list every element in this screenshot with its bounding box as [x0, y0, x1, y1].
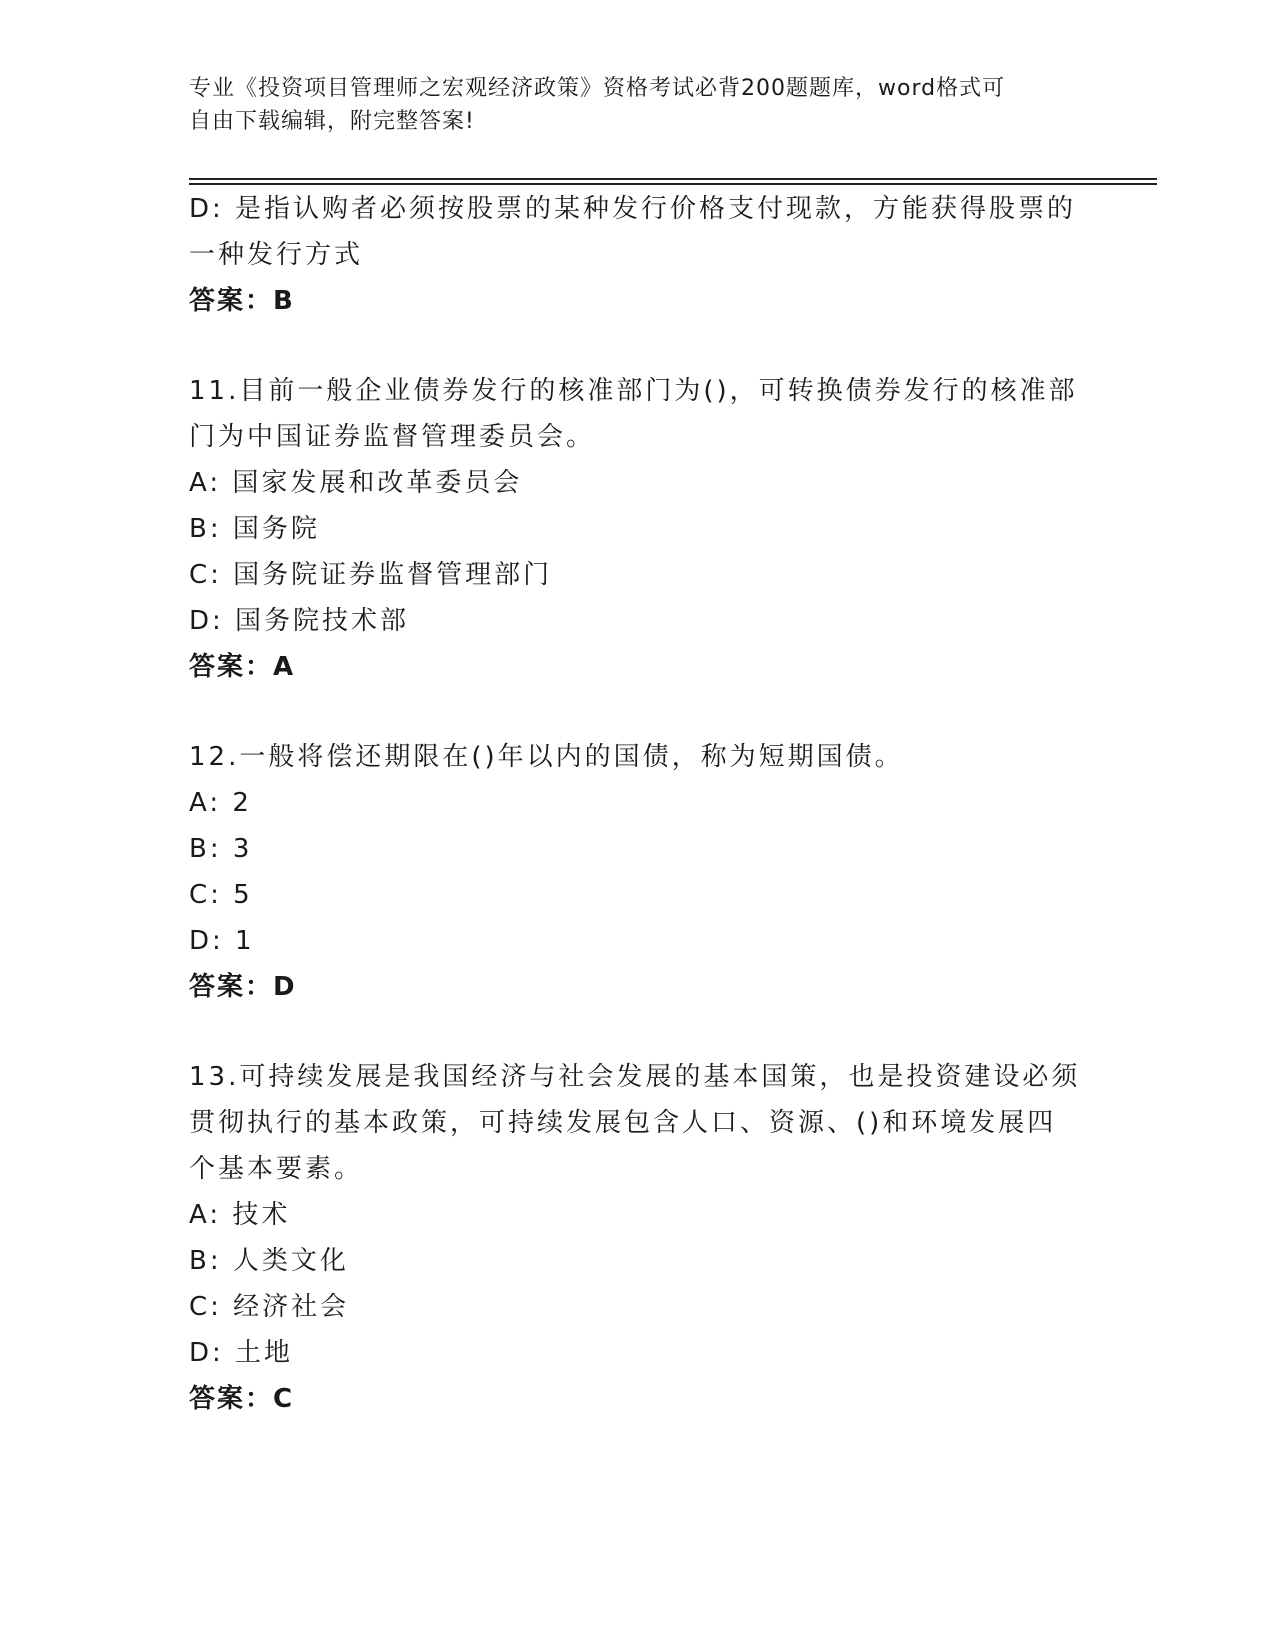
question-11 — [189, 368, 1078, 690]
spacer — [189, 690, 1069, 734]
option-d: D: 土地 — [189, 1338, 294, 1368]
option-a: A: 技术 — [189, 1200, 291, 1230]
answer-label: 答案：B — [189, 286, 295, 316]
option-d: D: 是指认购者必须按股票的某种发行价格支付现款，方能获得股票的 — [189, 194, 1077, 224]
question-content — [189, 186, 1081, 1422]
option-c: C: 国务院证券监督管理部门 — [189, 560, 553, 590]
option-b: B: 国务院 — [189, 514, 320, 544]
previous-question-tail — [189, 186, 1077, 324]
question-stem-continued: 门为中国证券监督管理委员会。 — [189, 422, 596, 452]
header-line-1: 专业《投资项目管理师之宏观经济政策》资格考试必背200题题库，word格式可 — [189, 76, 1006, 101]
option-d: D: 1 — [189, 926, 255, 956]
question-stem: 12.一般将偿还期限在()年以内的国债，称为短期国债。 — [189, 742, 904, 772]
question-stem-continued: 贯彻执行的基本政策，可持续发展包含人口、资源、()和环境发展四 — [189, 1108, 1057, 1138]
question-12 — [189, 734, 1069, 1010]
question-13 — [189, 1054, 1081, 1422]
answer-label: 答案：D — [189, 972, 297, 1002]
spacer — [189, 1010, 1069, 1054]
option-a: A: 国家发展和改革委员会 — [189, 468, 523, 498]
option-b: B: 3 — [189, 834, 253, 864]
header-divider-bottom — [189, 183, 1157, 185]
option-b: B: 人类文化 — [189, 1246, 349, 1276]
document-header — [189, 72, 1089, 138]
spacer — [189, 324, 1069, 368]
answer-label: 答案：C — [189, 1384, 295, 1414]
answer-label: 答案：A — [189, 652, 296, 682]
header-line-2: 自由下载编辑，附完整答案! — [189, 109, 475, 134]
option-c: C: 经济社会 — [189, 1292, 350, 1322]
header-divider-top — [189, 178, 1157, 180]
option-d: D: 国务院技术部 — [189, 606, 410, 636]
option-c: C: 5 — [189, 880, 253, 910]
question-stem: 13.可持续发展是我国经济与社会发展的基本国策，也是投资建设必须 — [189, 1062, 1081, 1092]
option-d-continued: 一种发行方式 — [189, 240, 364, 270]
question-stem-continued: 个基本要素。 — [189, 1154, 364, 1184]
option-a: A: 2 — [189, 788, 252, 818]
question-stem: 11.目前一般企业债券发行的核准部门为()，可转换债券发行的核准部 — [189, 376, 1078, 406]
